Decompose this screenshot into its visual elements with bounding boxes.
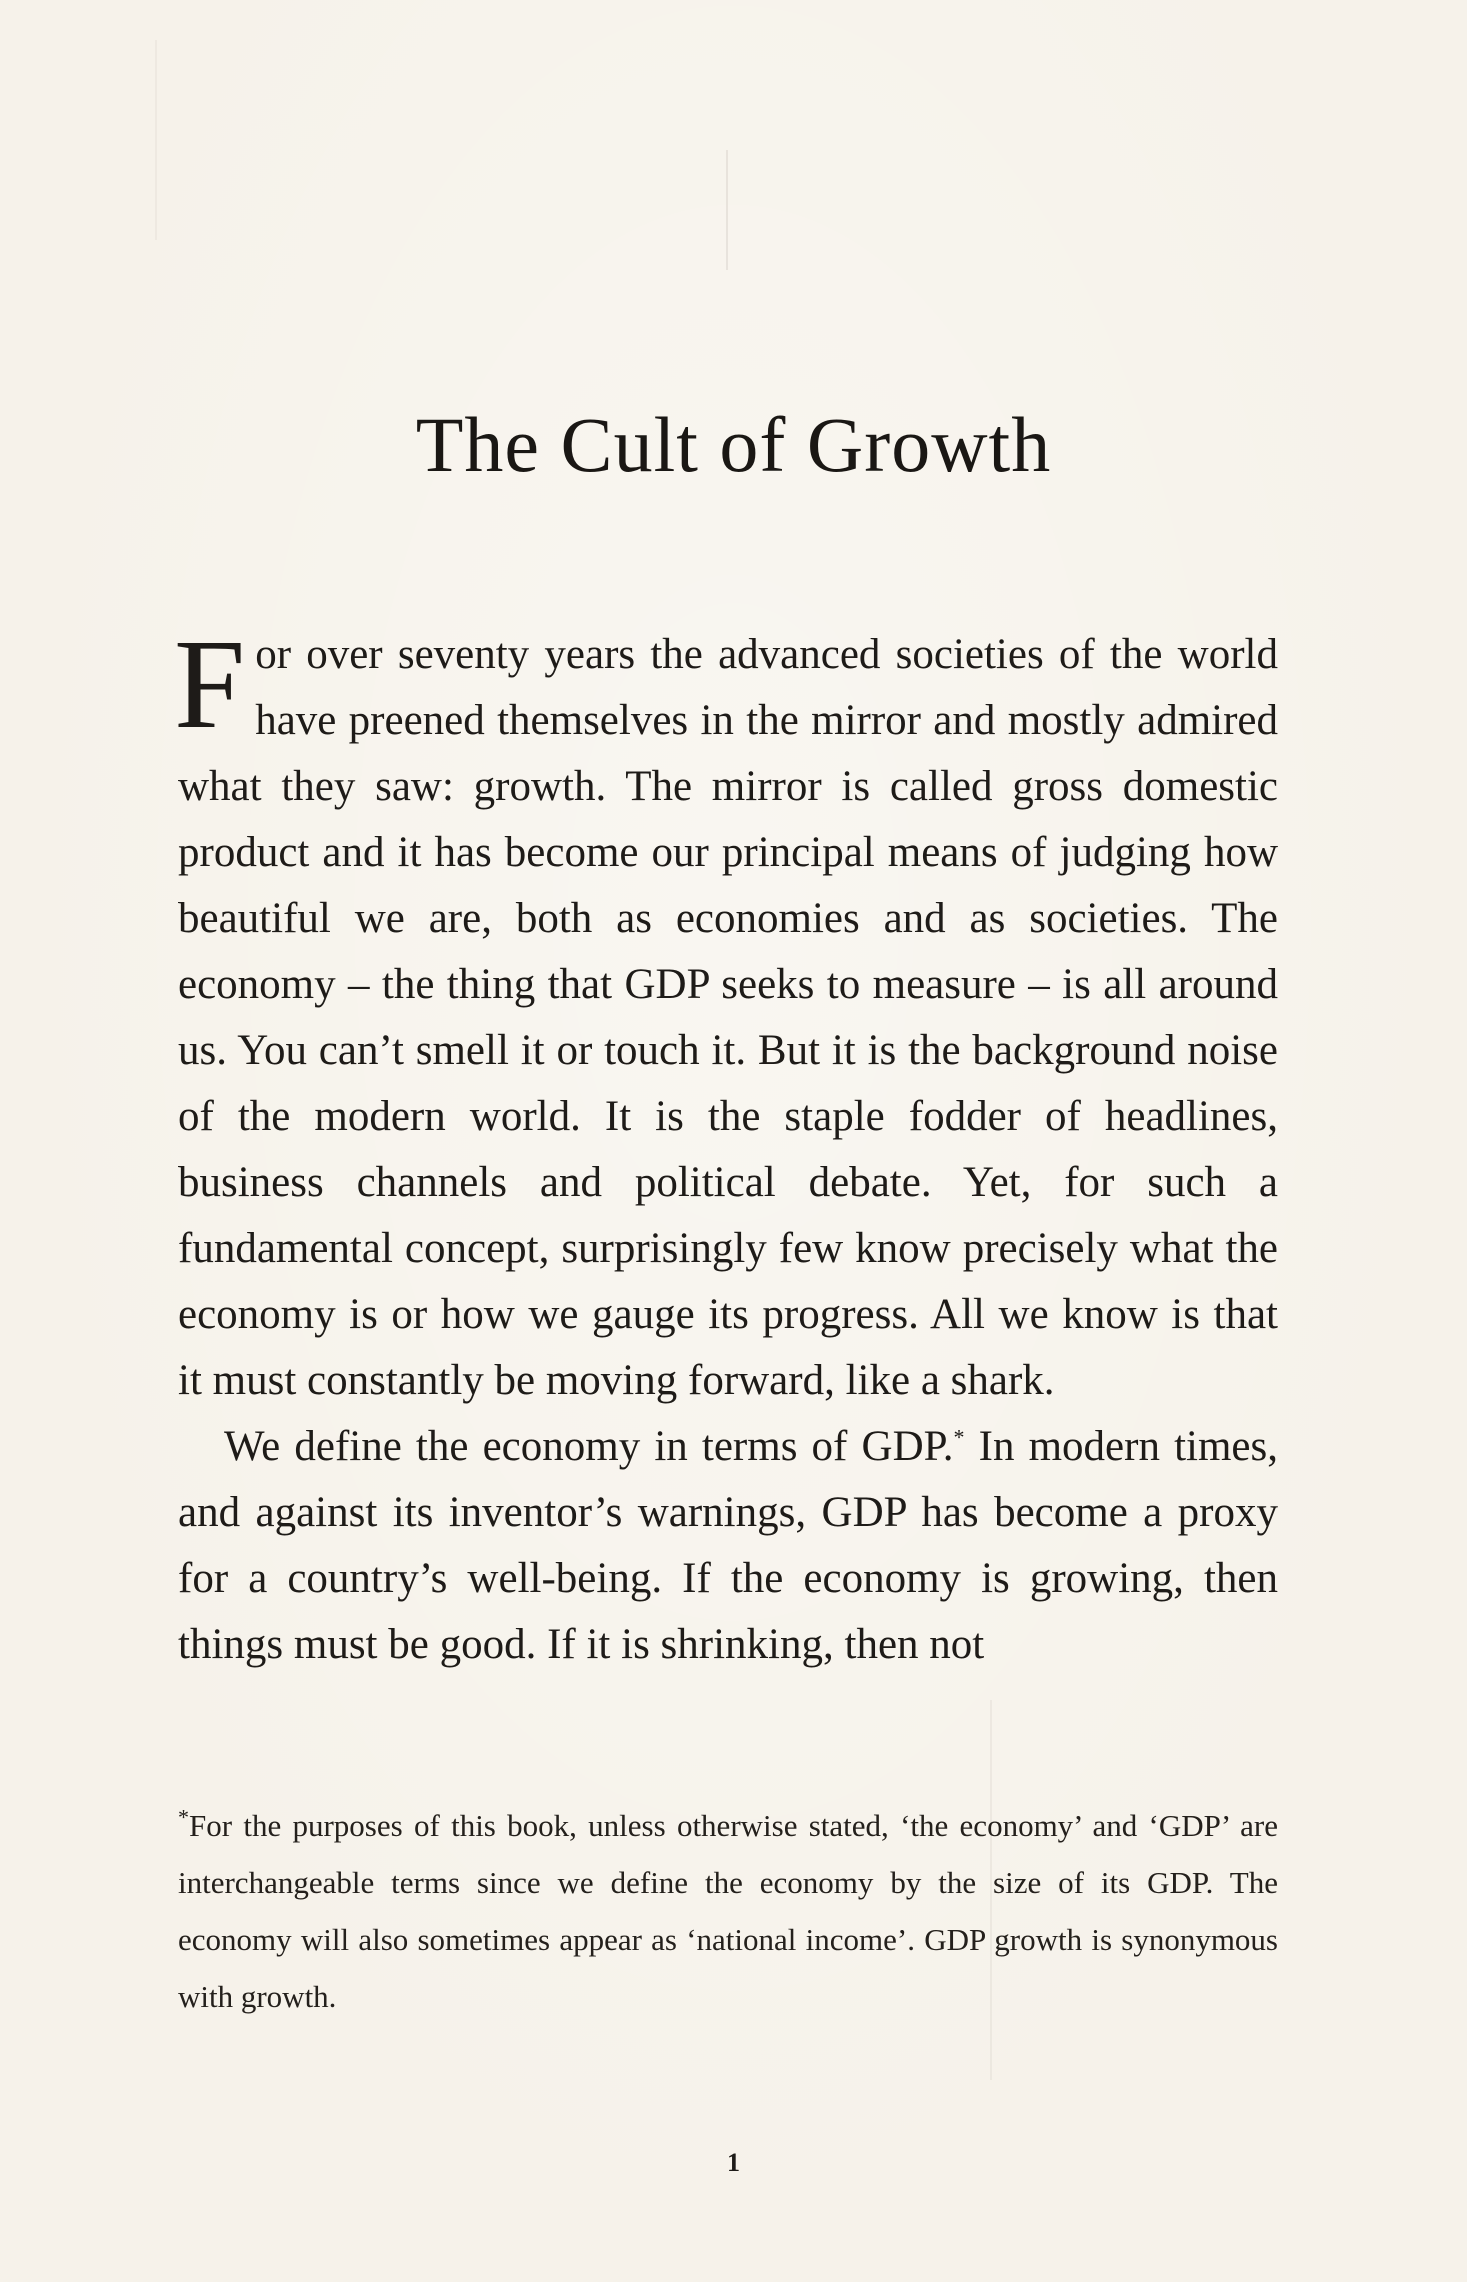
page-number: 1	[727, 2148, 740, 2177]
body-text	[174, 613, 1278, 1678]
drop-cap: F	[174, 613, 246, 755]
footnote-marker: *	[178, 1804, 189, 1830]
paragraph-2-text: In modern times, and against its inventor’s warnings, GDP has become a proxy for a country’s well-being. If the economy is growing, then things must be good. If it is shrinking, then not	[178, 1423, 1278, 1668]
page-crease	[155, 40, 157, 240]
paragraph-2-lead: We define the economy in terms of GDP.	[224, 1423, 954, 1470]
footnote	[178, 1797, 1278, 2025]
chapter-title: The Cult of Growth	[415, 401, 1052, 488]
paragraph-1	[174, 613, 1278, 1414]
footnote-text: For the purposes of this book, unless otherwise stated, ‘the economy’ and ‘GDP’ are interchangeable terms since we define the economy by the size of its GDP. The economy will also sometimes appear as ‘national income’. GDP growth is synonymous with growth.	[178, 1808, 1278, 2014]
paragraph-1-text: or over seventy years the advanced societies of the world have preened themselves in the mirror and mostly admired what they saw: growth. The mirror is called gross domestic product and it has become our principal means of judging how beautiful we are, both as economies and as societies. The economy – the thing that GDP seeks to measure – is all around us. You can’t smell it or touch it. But it is the background noise of the modern world. It is the staple fodder of headlines, business channels and political debate. Yet, for such a fundamental concept, surprisingly few know precisely what the economy is or how we gauge its progress. All we know is that it must constantly be moving forward, like a shark.	[178, 631, 1278, 1404]
page-crease	[726, 150, 728, 270]
paragraph-2	[178, 1414, 1278, 1678]
footnote-reference[interactable]: *	[953, 1424, 965, 1450]
